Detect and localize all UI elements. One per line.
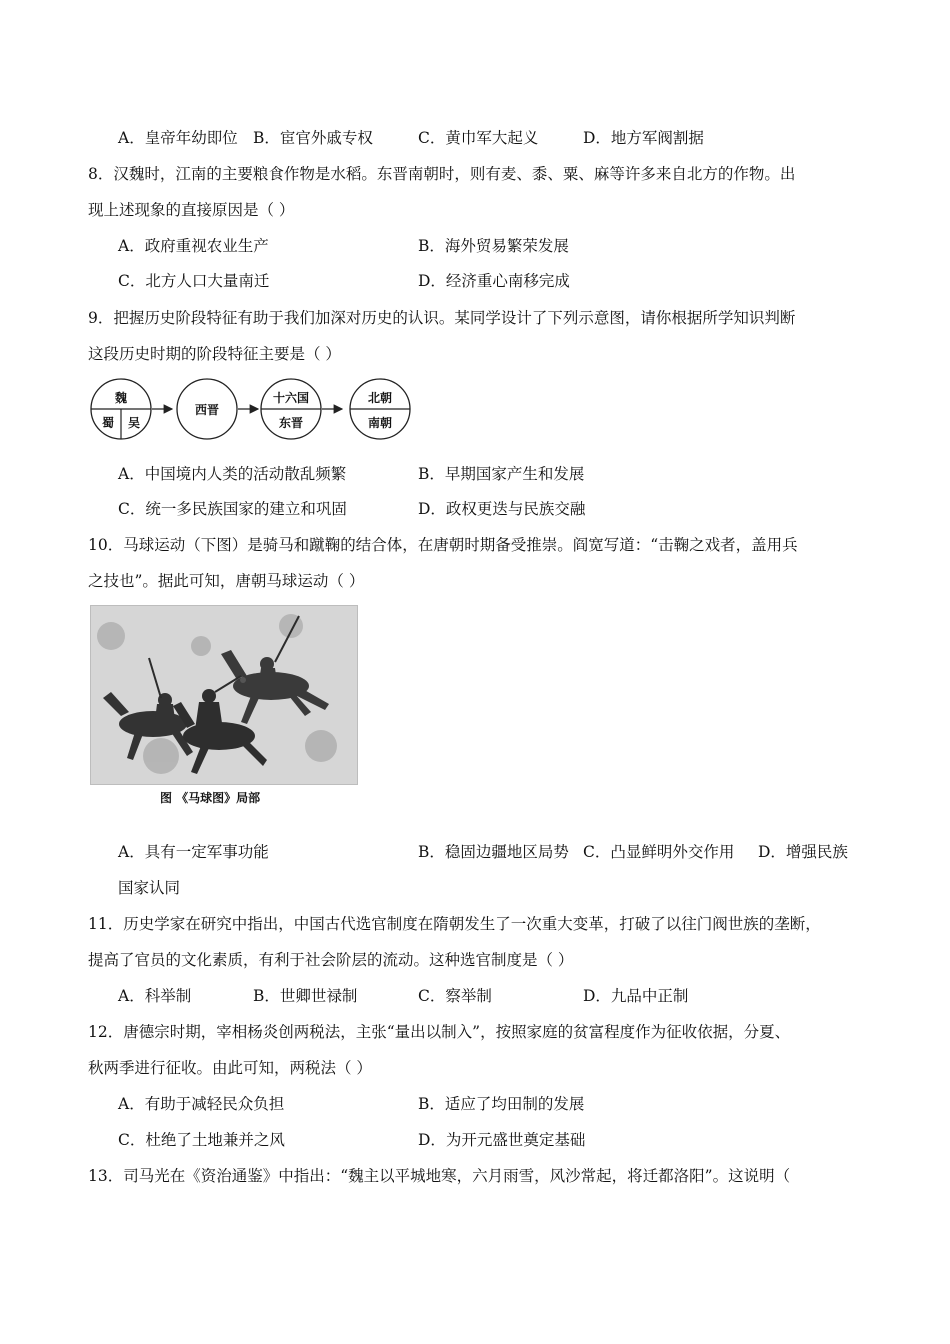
q10-option-b: B．稳固边疆地区局势 xyxy=(418,843,569,861)
q7-option-a: A．皇帝年幼即位 xyxy=(118,129,238,147)
q8-option-c: C．北方人口大量南迁 xyxy=(118,272,270,290)
q8-stem-line2: 现上述现象的直接原因是（ ） xyxy=(88,201,295,219)
polo-painting-image xyxy=(90,605,358,785)
q11-option-c: C．察举制 xyxy=(418,987,492,1005)
q9-option-b: B．早期国家产生和发展 xyxy=(418,465,585,483)
q12-stem-line1: 12．唐德宗时期，宰相杨炎创两税法，主张“量出以制入”，按照家庭的贫富程度作为征收依据，分夏、 xyxy=(88,1023,791,1041)
q12-option-c: C．杜绝了土地兼并之风 xyxy=(118,1131,285,1149)
label-sixteen-kingdoms: 十六国 xyxy=(272,391,310,405)
q13-stem-line1: 13．司马光在《资治通鉴》中指出：“魏主以平城地寒，六月雨雪，风沙常起，将迁都洛阳”。这说明（ xyxy=(88,1167,791,1185)
q7-option-b: B．宦官外戚专权 xyxy=(253,129,373,147)
q10-option-c: C．凸显鲜明外交作用 xyxy=(583,843,735,861)
q11-option-b: B．世卿世禄制 xyxy=(253,987,358,1005)
q8-option-a: A．政府重视农业生产 xyxy=(118,237,269,255)
q11-stem-line1: 11．历史学家在研究中指出，中国古代选官制度在隋朝发生了一次重大变革，打破了以往门阀世族的垄断， xyxy=(88,915,821,933)
dynasty-sequence-diagram xyxy=(88,377,418,443)
q7-option-c: C．黄巾军大起义 xyxy=(418,129,539,147)
q10-option-d-continued: 国家认同 xyxy=(118,879,181,897)
q10-option-d: D．增强民族 xyxy=(758,843,848,861)
q9-stem-line2: 这段历史时期的阶段特征主要是（ ） xyxy=(88,345,341,363)
q12-stem-line2: 秋两季进行征收。由此可知，两税法（ ） xyxy=(88,1059,372,1077)
q10-stem-line1: 10．马球运动（下图）是骑马和蹴鞠的结合体，在唐朝时期备受推崇。阎宽写道：“击鞠之戏者，盖用兵 xyxy=(88,536,798,554)
q10-option-a: A．具有一定军事功能 xyxy=(118,843,269,861)
q8-option-d: D．经济重心南移完成 xyxy=(418,272,570,290)
q9-option-c: C．统一多民族国家的建立和巩固 xyxy=(118,500,347,518)
q8-stem-line1: 8．汉魏时，江南的主要粮食作物是水稻。东晋南朝时，则有麦、黍、粟、麻等许多来自北方的作物。出 xyxy=(88,165,796,183)
q11-option-a: A．科举制 xyxy=(118,987,192,1005)
q9-option-a: A．中国境内人类的活动散乱频繁 xyxy=(118,465,347,483)
q7-option-d: D．地方军阀割据 xyxy=(583,129,704,147)
q11-stem-line2: 提高了官员的文化素质，有利于社会阶层的流动。这种选官制度是（ ） xyxy=(88,951,574,969)
q11-option-d: D．九品中正制 xyxy=(583,987,689,1005)
q8-option-b: B．海外贸易繁荣发展 xyxy=(418,237,569,255)
q10-stem-line2: 之技也”。据此可知，唐朝马球运动（ ） xyxy=(88,572,365,590)
q9-option-d: D．政权更迭与民族交融 xyxy=(418,500,586,518)
q9-stem-line1: 9．把握历史阶段特征有助于我们加深对历史的认识。某同学设计了下列示意图，请你根据所学知识判断 xyxy=(88,309,796,327)
label-shu: 蜀 xyxy=(101,416,115,430)
label-northern-dynasties: 北朝 xyxy=(367,391,393,405)
label-western-jin: 西晋 xyxy=(194,403,220,417)
label-eastern-jin: 东晋 xyxy=(278,416,304,430)
q12-option-a: A．有助于减轻民众负担 xyxy=(118,1095,285,1113)
polo-painting-caption: 图 《马球图》局部 xyxy=(160,791,261,805)
q12-option-d: D．为开元盛世奠定基础 xyxy=(418,1131,586,1149)
label-wu: 吴 xyxy=(127,416,141,430)
q12-option-b: B．适应了均田制的发展 xyxy=(418,1095,585,1113)
label-southern-dynasties: 南朝 xyxy=(367,416,393,430)
label-wei: 魏 xyxy=(114,391,128,405)
